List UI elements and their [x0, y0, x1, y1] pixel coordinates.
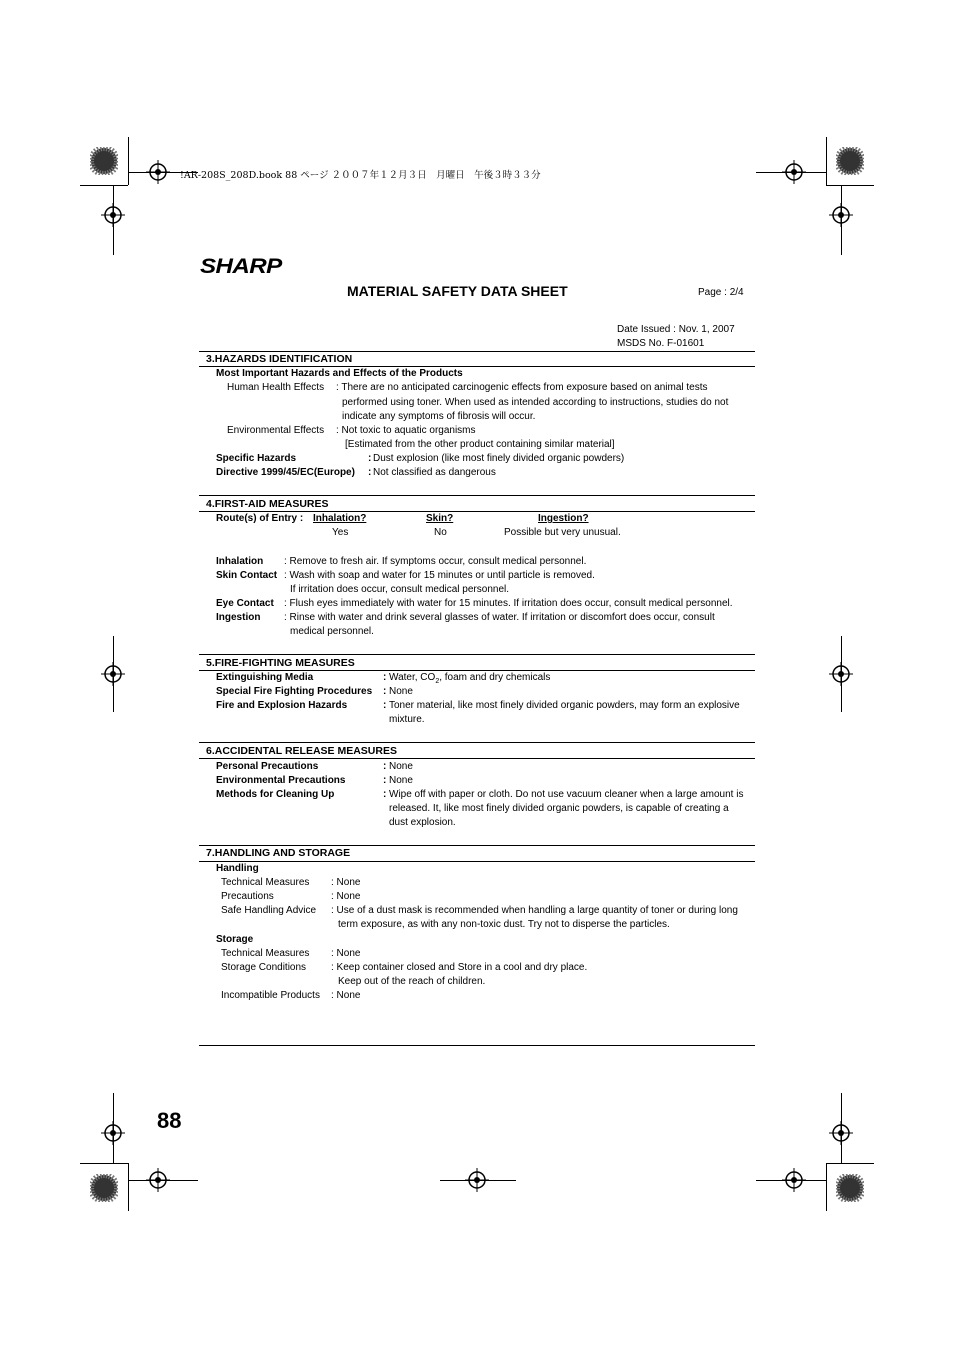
registration-mark-icon — [782, 160, 806, 184]
route-label: Route(s) of Entry : — [216, 513, 304, 524]
divider — [199, 758, 755, 759]
sharp-logo: SHARP — [200, 255, 282, 278]
environmental-precautions-value: None — [389, 775, 413, 786]
skin-contact-label: Skin Contact — [216, 570, 278, 581]
registration-mark-icon — [101, 203, 125, 227]
starburst-mark-icon — [836, 1174, 864, 1202]
page-title: MATERIAL SAFETY DATA SHEET — [347, 283, 568, 299]
s-conditions-value: Keep out of the reach of children. — [338, 976, 486, 987]
section-4-title: 4.FIRST-AID MEASURES — [206, 498, 329, 510]
special-procedures-value: None — [389, 686, 413, 697]
extinguishing-value: Water, $CO_2$, foam and dry chemicals — [389, 672, 551, 685]
inhalation-label: Inhalation — [216, 556, 264, 567]
colon: : — [368, 453, 372, 464]
colon: : — [383, 761, 387, 772]
registration-mark-icon — [829, 1121, 853, 1145]
ingestion-value: medical personnel. — [290, 626, 374, 637]
fire-explosion-label: Fire and Explosion Hazards — [216, 700, 348, 711]
section-3-title: 3.HAZARDS IDENTIFICATION — [206, 353, 353, 365]
env-effects-value: : Not toxic to aquatic organisms — [336, 425, 476, 436]
environmental-precautions-label: Environmental Precautions — [216, 775, 346, 786]
section-6-title: 6.ACCIDENTAL RELEASE MEASURES — [206, 745, 397, 757]
human-health-label: Human Health Effects — [227, 382, 325, 393]
page-label: Page : 2/4 — [698, 287, 744, 298]
colon: : — [383, 775, 387, 786]
colon: : — [368, 467, 372, 478]
page-number: 88 — [157, 1108, 182, 1133]
human-health-value: performed using toner. When used as intended according to instructions, studies do not — [342, 397, 729, 408]
registration-mark-icon — [146, 160, 170, 184]
h-technical-value: : None — [331, 877, 361, 888]
registration-mark-icon — [465, 1168, 489, 1192]
route-col-skin: Skin? — [426, 513, 454, 524]
section-7-title: 7.HANDLING AND STORAGE — [206, 847, 351, 859]
starburst-mark-icon — [90, 1174, 118, 1202]
section-5-title: 5.FIRE-FIGHTING MEASURES — [206, 657, 355, 669]
colon: : — [383, 789, 387, 800]
divider — [199, 845, 755, 846]
divider — [199, 654, 755, 655]
registration-mark-icon — [101, 1121, 125, 1145]
footer-divider — [199, 1045, 755, 1046]
skin-contact-value: If irritation does occur, consult medical personnel. — [290, 584, 509, 595]
route-col-inhalation: Inhalation? — [313, 513, 367, 524]
cleaning-methods-value: Wipe off with paper or cloth. Do not use vacuum cleaner when a large amount is — [389, 789, 744, 800]
registration-mark-icon — [829, 203, 853, 227]
s-technical-value: : None — [331, 948, 361, 959]
s-incompatible-label: Incompatible Products — [221, 990, 320, 1001]
divider — [199, 670, 755, 671]
s-conditions-label: Storage Conditions — [221, 962, 307, 973]
s-technical-label: Technical Measures — [221, 948, 310, 959]
h-precautions-label: Precautions — [221, 891, 274, 902]
eye-contact-value: : Flush eyes immediately with water for 15 minutes. If irritation does occur, consult medical personnel. — [284, 598, 733, 609]
human-health-value: : There are no anticipated carcinogenic effects from exposure based on animal tests — [336, 382, 708, 393]
s-conditions-value: : Keep container closed and Store in a cool and dry place. — [331, 962, 588, 973]
registration-mark-icon — [829, 662, 853, 686]
print-header-line: !AR-208S_208D.book 88 ページ ２００７年１２月３日 月曜日 午後３時３３分 — [180, 170, 541, 181]
ingestion-label: Ingestion — [216, 612, 261, 623]
h-technical-label: Technical Measures — [221, 877, 310, 888]
directive-value: Not classified as dangerous — [373, 467, 496, 478]
date-issued: Date Issued : Nov. 1, 2007 — [617, 324, 735, 335]
starburst-mark-icon — [836, 147, 864, 175]
cleaning-methods-label: Methods for Cleaning Up — [216, 789, 335, 800]
colon: : — [383, 686, 387, 697]
section-3-subtitle: Most Important Hazards and Effects of the Products — [216, 368, 463, 379]
fire-explosion-value: mixture. — [389, 714, 425, 725]
personal-precautions-value: None — [389, 761, 413, 772]
env-effects-value: [Estimated from the other product containing similar material] — [345, 439, 615, 450]
eye-contact-label: Eye Contact — [216, 598, 274, 609]
route-col-ingestion: Ingestion? — [538, 513, 589, 524]
human-health-value: indicate any symptoms of fibrosis will occur. — [342, 411, 536, 422]
colon: : — [383, 700, 387, 711]
divider — [199, 351, 755, 352]
special-procedures-label: Special Fire Fighting Procedures — [216, 686, 373, 697]
fire-explosion-value: Toner material, like most finely divided organic powders, may form an explosive — [389, 700, 740, 711]
h-safe-handling-label: Safe Handling Advice — [221, 905, 317, 916]
divider — [199, 495, 755, 496]
cleaning-methods-value: released. It, like most finely divided organic powders, is capable of creating a — [389, 803, 729, 814]
registration-mark-icon — [101, 662, 125, 686]
specific-hazards-value: Dust explosion (like most finely divided organic powders) — [373, 453, 625, 464]
env-effects-label: Environmental Effects — [227, 425, 325, 436]
specific-hazards-label: Specific Hazards — [216, 453, 297, 464]
route-val-inhalation: Yes — [332, 527, 349, 538]
directive-label: Directive 1999/45/EC(Europe) — [216, 467, 355, 478]
divider — [199, 366, 755, 367]
registration-mark-icon — [146, 1168, 170, 1192]
h-safe-handling-value: : Use of a dust mask is recommended when handling a large quantity of toner or during long — [331, 905, 738, 916]
handling-heading: Handling — [216, 863, 259, 874]
h-safe-handling-value: term exposure, as with any non-toxic dust. Try not to disperse the particles. — [338, 919, 670, 930]
registration-mark-icon — [782, 1168, 806, 1192]
route-val-ingestion: Possible but very unusual. — [504, 527, 621, 538]
inhalation-value: : Remove to fresh air. If symptoms occur, consult medical personnel. — [284, 556, 587, 567]
starburst-mark-icon — [90, 147, 118, 175]
personal-precautions-label: Personal Precautions — [216, 761, 319, 772]
colon: : — [383, 672, 387, 683]
divider — [199, 742, 755, 743]
skin-contact-value: : Wash with soap and water for 15 minutes or until particle is removed. — [284, 570, 595, 581]
h-precautions-value: : None — [331, 891, 361, 902]
divider — [199, 511, 755, 512]
ingestion-value: : Rinse with water and drink several glasses of water. If irritation or discomfort does occur, consult — [284, 612, 715, 623]
s-incompatible-value: : None — [331, 990, 361, 1001]
cleaning-methods-value: dust explosion. — [389, 817, 456, 828]
storage-heading: Storage — [216, 934, 254, 945]
msds-number: MSDS No. F-01601 — [617, 338, 705, 349]
extinguishing-label: Extinguishing Media — [216, 672, 314, 683]
route-val-skin: No — [434, 527, 447, 538]
divider — [199, 861, 755, 862]
